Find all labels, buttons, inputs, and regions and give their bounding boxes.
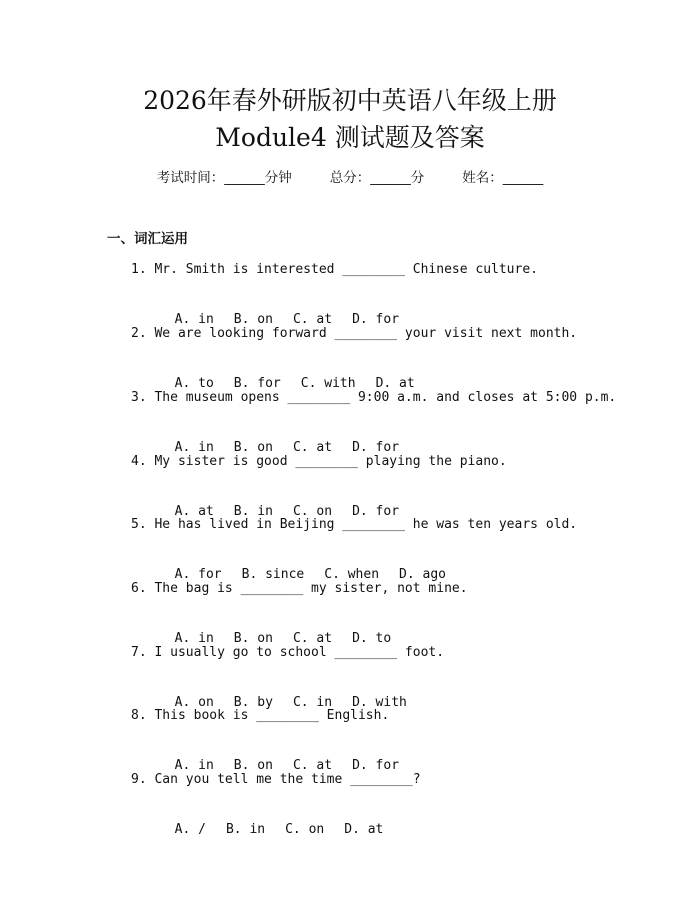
- option-c: C. on: [292, 504, 333, 519]
- question-6-options: [159, 612, 411, 648]
- option-a: A. in: [174, 631, 214, 646]
- question-2-options: [159, 357, 435, 393]
- option-a: A. at: [174, 504, 214, 519]
- question-7: 7. I usually go to school ________ foot.: [131, 645, 445, 660]
- option-d: D. for: [352, 312, 400, 327]
- question-6: 6. The bag is ________ my sister, not mine.: [131, 581, 468, 596]
- option-c: C. in: [292, 695, 333, 710]
- option-a: A. for: [174, 567, 222, 582]
- exam-time-field: 考试时间：______分钟: [156, 170, 292, 186]
- option-b: B. on: [233, 631, 273, 646]
- option-c: C. at: [292, 758, 333, 773]
- option-c: C. at: [292, 440, 333, 455]
- option-b: B. on: [233, 440, 273, 455]
- option-d: D. to: [352, 631, 392, 646]
- question-2: 2. We are looking forward ________ your visit next month.: [131, 326, 578, 341]
- option-a: A. /: [174, 822, 206, 837]
- option-d: D. for: [352, 758, 400, 773]
- option-b: B. on: [233, 758, 273, 773]
- question-5: 5. He has lived in Beijing ________ he was ten years old.: [131, 517, 578, 532]
- option-b: B. for: [233, 376, 281, 391]
- option-d: D. at: [344, 822, 384, 837]
- exam-info-line: [0, 168, 700, 188]
- option-d: D. at: [375, 376, 415, 391]
- question-8-options: [159, 739, 419, 775]
- question-4: 4. My sister is good ________ playing the piano.: [131, 454, 507, 469]
- option-a: A. in: [174, 312, 214, 327]
- option-c: C. at: [292, 631, 333, 646]
- question-1: 1. Mr. Smith is interested ________ Chinese culture.: [131, 262, 538, 277]
- option-c: C. with: [300, 376, 356, 391]
- option-a: A. on: [174, 695, 214, 710]
- option-b: B. since: [241, 567, 305, 582]
- question-3-options: [159, 421, 419, 457]
- option-d: D. with: [352, 695, 407, 710]
- document-subtitle: Module4 测试题及答案: [215, 123, 485, 152]
- option-a: A. in: [174, 440, 214, 455]
- option-b: B. on: [233, 312, 273, 327]
- option-b: B. in: [225, 822, 266, 837]
- option-d: D. for: [352, 504, 400, 519]
- option-a: A. in: [174, 758, 214, 773]
- section-heading: 一、词汇运用: [107, 231, 188, 247]
- option-b: B. by: [233, 695, 273, 710]
- question-9: 9. Can you tell me the time ________?: [131, 772, 421, 787]
- option-a: A. to: [174, 376, 214, 391]
- option-b: B. in: [233, 504, 273, 519]
- question-5-options: [159, 548, 466, 584]
- document-title: 2026年春外研版初中英语八年级上册: [143, 86, 557, 115]
- question-8: 8. This book is ________ English.: [131, 708, 390, 723]
- name-field: 姓名：______: [462, 170, 544, 186]
- option-c: C. at: [292, 312, 333, 327]
- option-c: C. when: [324, 567, 380, 582]
- option-d: D. ago: [399, 567, 447, 582]
- total-score-field: 总分：______分: [329, 170, 425, 186]
- question-1-options: [159, 293, 419, 329]
- question-3: 3. The museum opens ________ 9:00 a.m. and closes at 5:00 p.m.: [131, 390, 617, 405]
- question-9-options: [159, 803, 403, 839]
- option-d: D. for: [352, 440, 400, 455]
- option-c: C. on: [285, 822, 325, 837]
